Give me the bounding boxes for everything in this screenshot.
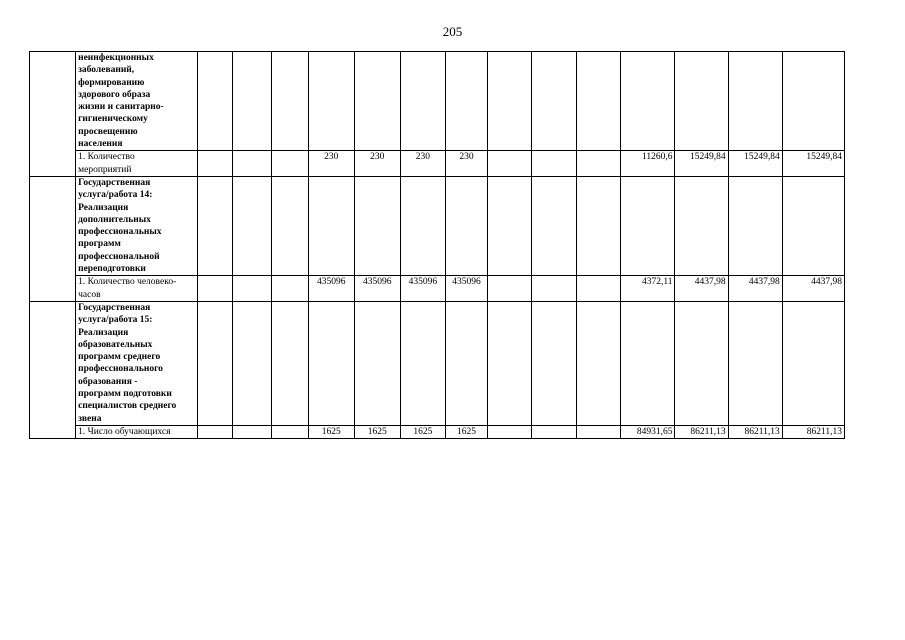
value-cell: [621, 176, 675, 275]
value-cell: [782, 176, 844, 275]
value-cell: [532, 176, 577, 275]
value-cell: [233, 276, 271, 302]
value-cell: [198, 176, 233, 275]
value-cell: 4437,98: [675, 276, 728, 302]
value-cell: [577, 151, 621, 177]
value-cell: [271, 176, 308, 275]
value-cell: [782, 52, 844, 151]
budget-table: [29, 51, 845, 439]
value-cell: [233, 425, 271, 438]
value-cell: 4372,11: [621, 276, 675, 302]
label-line: образовательных: [78, 339, 153, 350]
label-line: неинфекционных: [78, 53, 154, 63]
label-line: Реализация: [78, 202, 129, 213]
value-cell: [532, 276, 577, 302]
value-cell: [532, 425, 577, 438]
value-cell: 230: [308, 151, 354, 177]
value-cell: 1625: [308, 425, 354, 438]
row-number-cell: [30, 301, 76, 438]
label-line: населения: [78, 139, 123, 150]
value-cell: [488, 52, 532, 151]
value-cell: [532, 301, 577, 425]
value-cell: [445, 176, 487, 275]
label-line: специалистов среднего: [78, 401, 177, 412]
value-cell: [488, 425, 532, 438]
label-line: Реализация: [78, 327, 129, 338]
indicator-row: [30, 425, 845, 438]
service-name-cell: [76, 301, 198, 425]
value-cell: [233, 176, 271, 275]
indicator-name-cell: [76, 276, 198, 302]
value-cell: [532, 52, 577, 151]
value-cell: [675, 301, 728, 425]
label-line: программ: [78, 239, 121, 250]
value-cell: 4437,98: [782, 276, 844, 302]
value-cell: [728, 301, 782, 425]
value-cell: [782, 301, 844, 425]
label-line: программ подготовки: [78, 389, 172, 400]
label-line: дополнительных: [78, 214, 151, 225]
value-cell: [488, 276, 532, 302]
service-name-cell: [76, 52, 198, 151]
label-line: формированию: [78, 77, 145, 88]
value-cell: 230: [354, 151, 400, 177]
value-cell: [577, 52, 621, 151]
value-cell: [198, 52, 233, 151]
label-line: мероприятий: [78, 164, 132, 175]
label-line: 1. Число обучающихся: [78, 426, 171, 437]
value-cell: [488, 176, 532, 275]
value-cell: [354, 52, 400, 151]
label-line: профессионального: [78, 364, 163, 375]
value-cell: 1625: [445, 425, 487, 438]
service-header-row: [30, 52, 845, 151]
value-cell: [445, 301, 487, 425]
value-cell: [400, 52, 445, 151]
value-cell: [621, 52, 675, 151]
value-cell: [271, 425, 308, 438]
indicator-name-cell: [76, 425, 198, 438]
label-line: Государственная: [78, 302, 151, 313]
label-line: услуга/работа 15:: [78, 315, 153, 326]
row-number-cell: [30, 52, 76, 177]
value-cell: 230: [445, 151, 487, 177]
value-cell: 15249,84: [782, 151, 844, 177]
value-cell: [271, 301, 308, 425]
value-cell: [400, 301, 445, 425]
label-line: программ среднего: [78, 352, 161, 363]
value-cell: 86211,13: [675, 425, 728, 438]
value-cell: 84931,65: [621, 425, 675, 438]
label-line: услуга/работа 14:: [78, 190, 153, 201]
indicator-row: [30, 151, 845, 177]
value-cell: [621, 301, 675, 425]
value-cell: [354, 301, 400, 425]
label-line: переподготовки: [78, 264, 146, 275]
indicator-name-cell: [76, 151, 198, 177]
value-cell: [198, 301, 233, 425]
service-header-row: [30, 301, 845, 425]
value-cell: [675, 176, 728, 275]
value-cell: 86211,13: [782, 425, 844, 438]
value-cell: [675, 52, 728, 151]
value-cell: [198, 425, 233, 438]
value-cell: [445, 52, 487, 151]
value-cell: [577, 276, 621, 302]
label-line: жизни и санитарно-: [78, 102, 164, 113]
label-line: 1. Количество: [78, 152, 135, 163]
value-cell: 1625: [400, 425, 445, 438]
label-line: профессиональной: [78, 251, 160, 262]
value-cell: 1625: [354, 425, 400, 438]
value-cell: 230: [400, 151, 445, 177]
value-cell: [400, 176, 445, 275]
label-line: гигиеническому: [78, 114, 148, 125]
value-cell: 4437,98: [728, 276, 782, 302]
value-cell: [488, 301, 532, 425]
label-line: часов: [78, 289, 101, 300]
value-cell: [488, 151, 532, 177]
page-number: 205: [442, 24, 463, 39]
value-cell: [271, 276, 308, 302]
service-name-cell: [76, 176, 198, 275]
value-cell: [198, 276, 233, 302]
value-cell: [354, 176, 400, 275]
value-cell: [728, 176, 782, 275]
value-cell: [271, 52, 308, 151]
value-cell: [308, 176, 354, 275]
value-cell: [577, 301, 621, 425]
value-cell: 435096: [400, 276, 445, 302]
label-line: здорового образа: [78, 89, 151, 100]
label-line: звена: [78, 413, 102, 424]
value-cell: 435096: [354, 276, 400, 302]
value-cell: [271, 151, 308, 177]
value-cell: [532, 151, 577, 177]
label-line: Государственная: [78, 177, 151, 188]
value-cell: 435096: [308, 276, 354, 302]
value-cell: 11260,6: [621, 151, 675, 177]
value-cell: [577, 176, 621, 275]
label-line: просвещению: [78, 126, 138, 137]
value-cell: [728, 52, 782, 151]
label-line: образования -: [78, 376, 138, 387]
value-cell: [233, 52, 271, 151]
value-cell: [233, 151, 271, 177]
value-cell: [198, 151, 233, 177]
value-cell: [577, 425, 621, 438]
row-number-cell: [30, 176, 76, 301]
value-cell: 86211,13: [728, 425, 782, 438]
value-cell: 15249,84: [728, 151, 782, 177]
value-cell: [233, 301, 271, 425]
service-header-row: [30, 176, 845, 275]
value-cell: [308, 301, 354, 425]
label-line: 1. Количество человеко-: [78, 277, 177, 288]
label-line: заболеваний,: [78, 65, 135, 76]
value-cell: 15249,84: [675, 151, 728, 177]
label-line: профессиональных: [78, 227, 162, 238]
indicator-row: [30, 276, 845, 302]
value-cell: [308, 52, 354, 151]
value-cell: 435096: [445, 276, 487, 302]
